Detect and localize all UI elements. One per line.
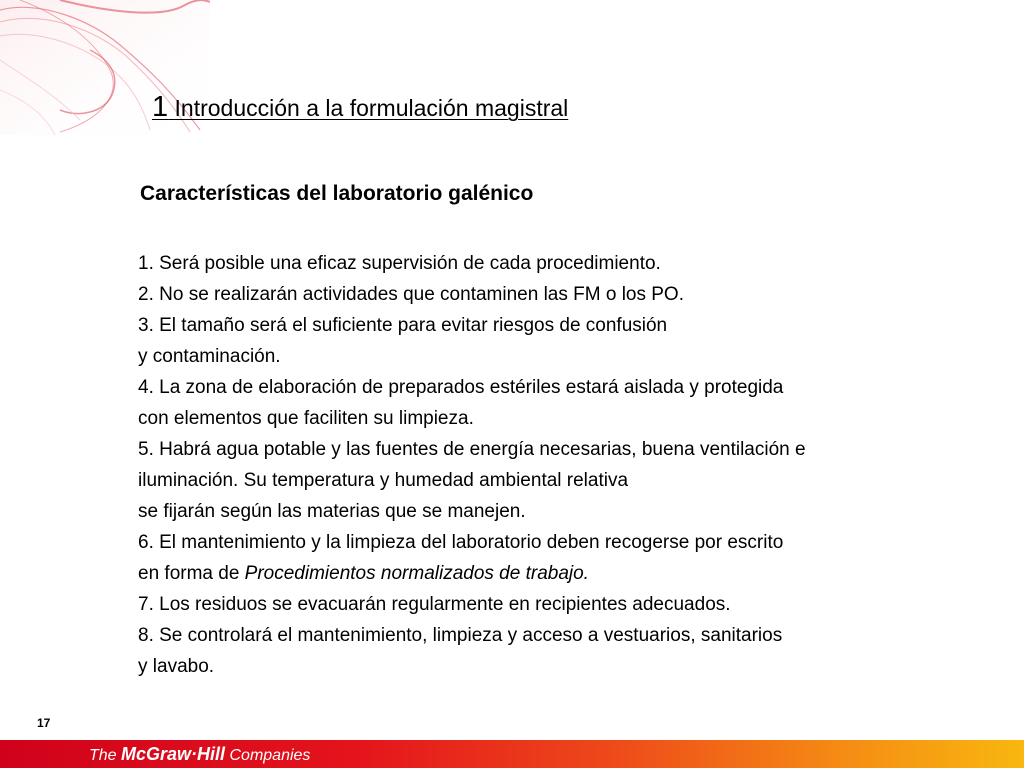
page-number: 17: [37, 716, 51, 730]
list-item: [138, 434, 1008, 465]
line-text: y contaminación.: [138, 346, 281, 367]
line-text: con elementos que faciliten su limpieza.: [138, 408, 474, 429]
list-item: [138, 372, 1008, 403]
list-item: [138, 465, 1008, 496]
list-item: [138, 496, 1008, 527]
requirements-list: [138, 248, 1008, 682]
list-item: [138, 341, 1008, 372]
logo-suffix: Companies: [225, 747, 311, 764]
logo-prefix: The: [89, 747, 122, 764]
line-text: 5. Habrá agua potable y las fuentes de energía necesarias, buena ventilación e: [138, 439, 806, 460]
line-text: se fijarán según las materias que se manejen.: [138, 501, 526, 522]
line-text: 2. No se realizarán actividades que contaminen las FM o los PO.: [138, 284, 684, 305]
list-item: [138, 527, 1008, 558]
slide-title: [152, 87, 568, 128]
line-text: 6. El mantenimiento y la limpieza del laboratorio deben recogerse por escrito: [138, 532, 784, 553]
line-text: iluminación. Su temperatura y humedad ambiental relativa: [138, 470, 629, 491]
list-item: [138, 558, 1008, 589]
line-text: 3. El tamaño será el suficiente para evitar riesgos de confusión: [138, 315, 668, 336]
list-item: [138, 279, 1008, 310]
logo-brand: McGraw·Hill: [121, 744, 226, 764]
line-text: y lavabo.: [138, 656, 215, 677]
list-item: [138, 589, 1008, 620]
italic-text: Procedimientos normalizados de trabajo.: [244, 563, 589, 584]
slide-title-number: 1: [152, 91, 169, 123]
section-heading: Características del laboratorio galénico: [140, 182, 534, 205]
footer-bar: [0, 740, 1024, 768]
line-text: 7. Los residuos se evacuarán regularmente en recipientes adecuados.: [138, 594, 731, 615]
line-text: 8. Se controlará el mantenimiento, limpieza y acceso a vestuarios, sanitarios: [138, 625, 783, 646]
line-text: en forma de: [138, 563, 245, 584]
list-item: [138, 403, 1008, 434]
publisher-logo: [89, 744, 310, 766]
list-item: [138, 651, 1008, 682]
list-item: [138, 310, 1008, 341]
list-item: [138, 248, 1008, 279]
line-text: 4. La zona de elaboración de preparados estériles estará aislada y protegida: [138, 377, 784, 398]
slide-title-text: Introducción a la formulación magistral: [174, 95, 569, 121]
list-item: [138, 620, 1008, 651]
line-text: 1. Será posible una eficaz supervisión de cada procedimiento.: [138, 253, 661, 274]
